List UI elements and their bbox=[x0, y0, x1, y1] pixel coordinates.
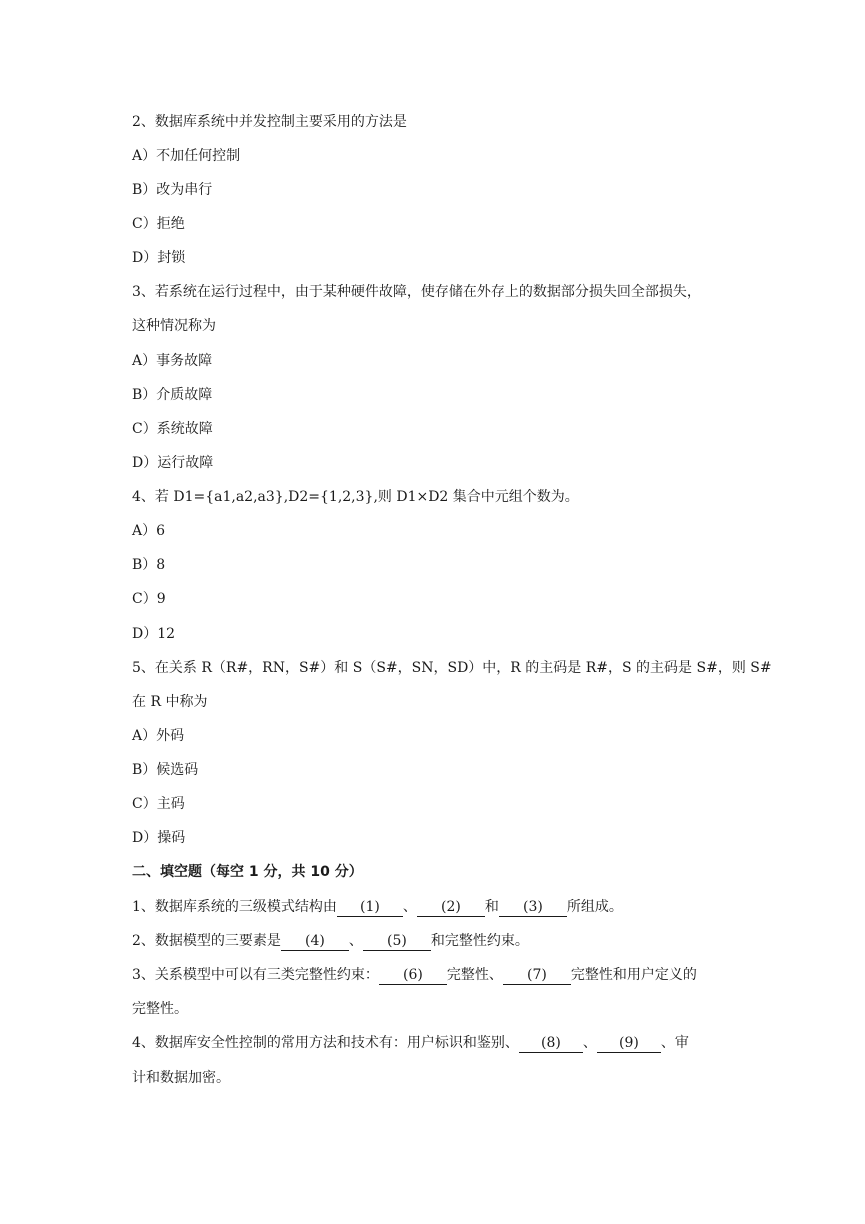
q4-option-b: B）8 bbox=[132, 557, 166, 573]
fill-item-1-sep1: 、 bbox=[402, 899, 417, 915]
fill-item-4-prefix: 4、数据库安全性控制的常用方法和技术有：用户标识和鉴别、 bbox=[132, 1035, 519, 1051]
q4-option-d: D）12 bbox=[132, 626, 176, 642]
blank-7: (7) bbox=[503, 967, 571, 985]
q5-option-d: D）操码 bbox=[132, 830, 186, 846]
fill-item-1-sep2: 和 bbox=[484, 899, 499, 915]
question-5-stem-line1: 5、在关系 R（R#，RN，S#）和 S（S#，SN，SD）中，R 的主码是 R#，S 的主码是 S#，则 S# bbox=[132, 660, 772, 676]
q2-option-a: A）不加任何控制 bbox=[132, 148, 241, 164]
blank-9: (9) bbox=[597, 1035, 661, 1053]
section-2-heading: 二、填空题（每空 1 分，共 10 分） bbox=[132, 864, 363, 880]
q2-option-d: D）封锁 bbox=[132, 250, 186, 266]
question-3-stem-line2: 这种情况称为 bbox=[132, 318, 216, 334]
q3-option-b: B）介质故障 bbox=[132, 387, 213, 403]
fill-item-2-sep1: 、 bbox=[348, 933, 363, 949]
fill-item-1-suffix: 所组成。 bbox=[566, 899, 623, 915]
question-3-stem-line1: 3、若系统在运行过程中，由于某种硬件故障，使存储在外存上的数据部分损失回全部损失， bbox=[132, 284, 701, 300]
blank-8: (8) bbox=[519, 1035, 583, 1053]
fill-item-4-suffix: 、审 bbox=[660, 1035, 689, 1051]
q5-option-b: B）候选码 bbox=[132, 762, 199, 778]
fill-item-4-line2: 计和数据加密。 bbox=[132, 1070, 230, 1086]
q5-option-c: C）主码 bbox=[132, 796, 185, 812]
fill-item-4-sep1: 、 bbox=[582, 1035, 597, 1051]
blank-6: (6) bbox=[379, 967, 447, 985]
q3-option-c: C）系统故障 bbox=[132, 421, 213, 437]
fill-item-1 bbox=[132, 897, 623, 917]
fill-item-4 bbox=[132, 1033, 689, 1053]
q2-option-c: C）拒绝 bbox=[132, 216, 185, 232]
fill-item-1-prefix: 1、数据库系统的三级模式结构由 bbox=[132, 899, 337, 915]
fill-item-2 bbox=[132, 931, 529, 951]
blank-5: (5) bbox=[363, 933, 431, 951]
fill-item-2-suffix: 和完整性约束。 bbox=[430, 933, 529, 949]
question-5-stem-line2: 在 R 中称为 bbox=[132, 694, 208, 710]
fill-item-2-prefix: 2、数据模型的三要素是 bbox=[132, 933, 281, 949]
q3-option-d: D）运行故障 bbox=[132, 455, 214, 471]
fill-item-3-prefix: 3、关系模型中可以有三类完整性约束： bbox=[132, 967, 379, 983]
q4-option-c: C）9 bbox=[132, 591, 166, 607]
blank-3: (3) bbox=[499, 899, 567, 917]
blank-1: (1) bbox=[337, 899, 403, 917]
fill-item-3-suffix: 完整性和用户定义的 bbox=[570, 967, 697, 983]
q3-option-a: A）事务故障 bbox=[132, 353, 213, 369]
fill-item-3-sep1: 完整性、 bbox=[446, 967, 503, 983]
fill-item-3 bbox=[132, 965, 697, 985]
q5-option-a: A）外码 bbox=[132, 728, 185, 744]
fill-item-3-line2: 完整性。 bbox=[132, 1001, 188, 1017]
question-4-stem: 4、若 D1={a1,a2,a3},D2={1,2,3},则 D1×D2 集合中元组个数为。 bbox=[132, 489, 579, 505]
q2-option-b: B）改为串行 bbox=[132, 182, 213, 198]
blank-2: (2) bbox=[417, 899, 485, 917]
blank-4: (4) bbox=[281, 933, 349, 951]
q4-option-a: A）6 bbox=[132, 523, 166, 539]
question-2-stem: 2、数据库系统中并发控制主要采用的方法是 bbox=[132, 114, 407, 130]
